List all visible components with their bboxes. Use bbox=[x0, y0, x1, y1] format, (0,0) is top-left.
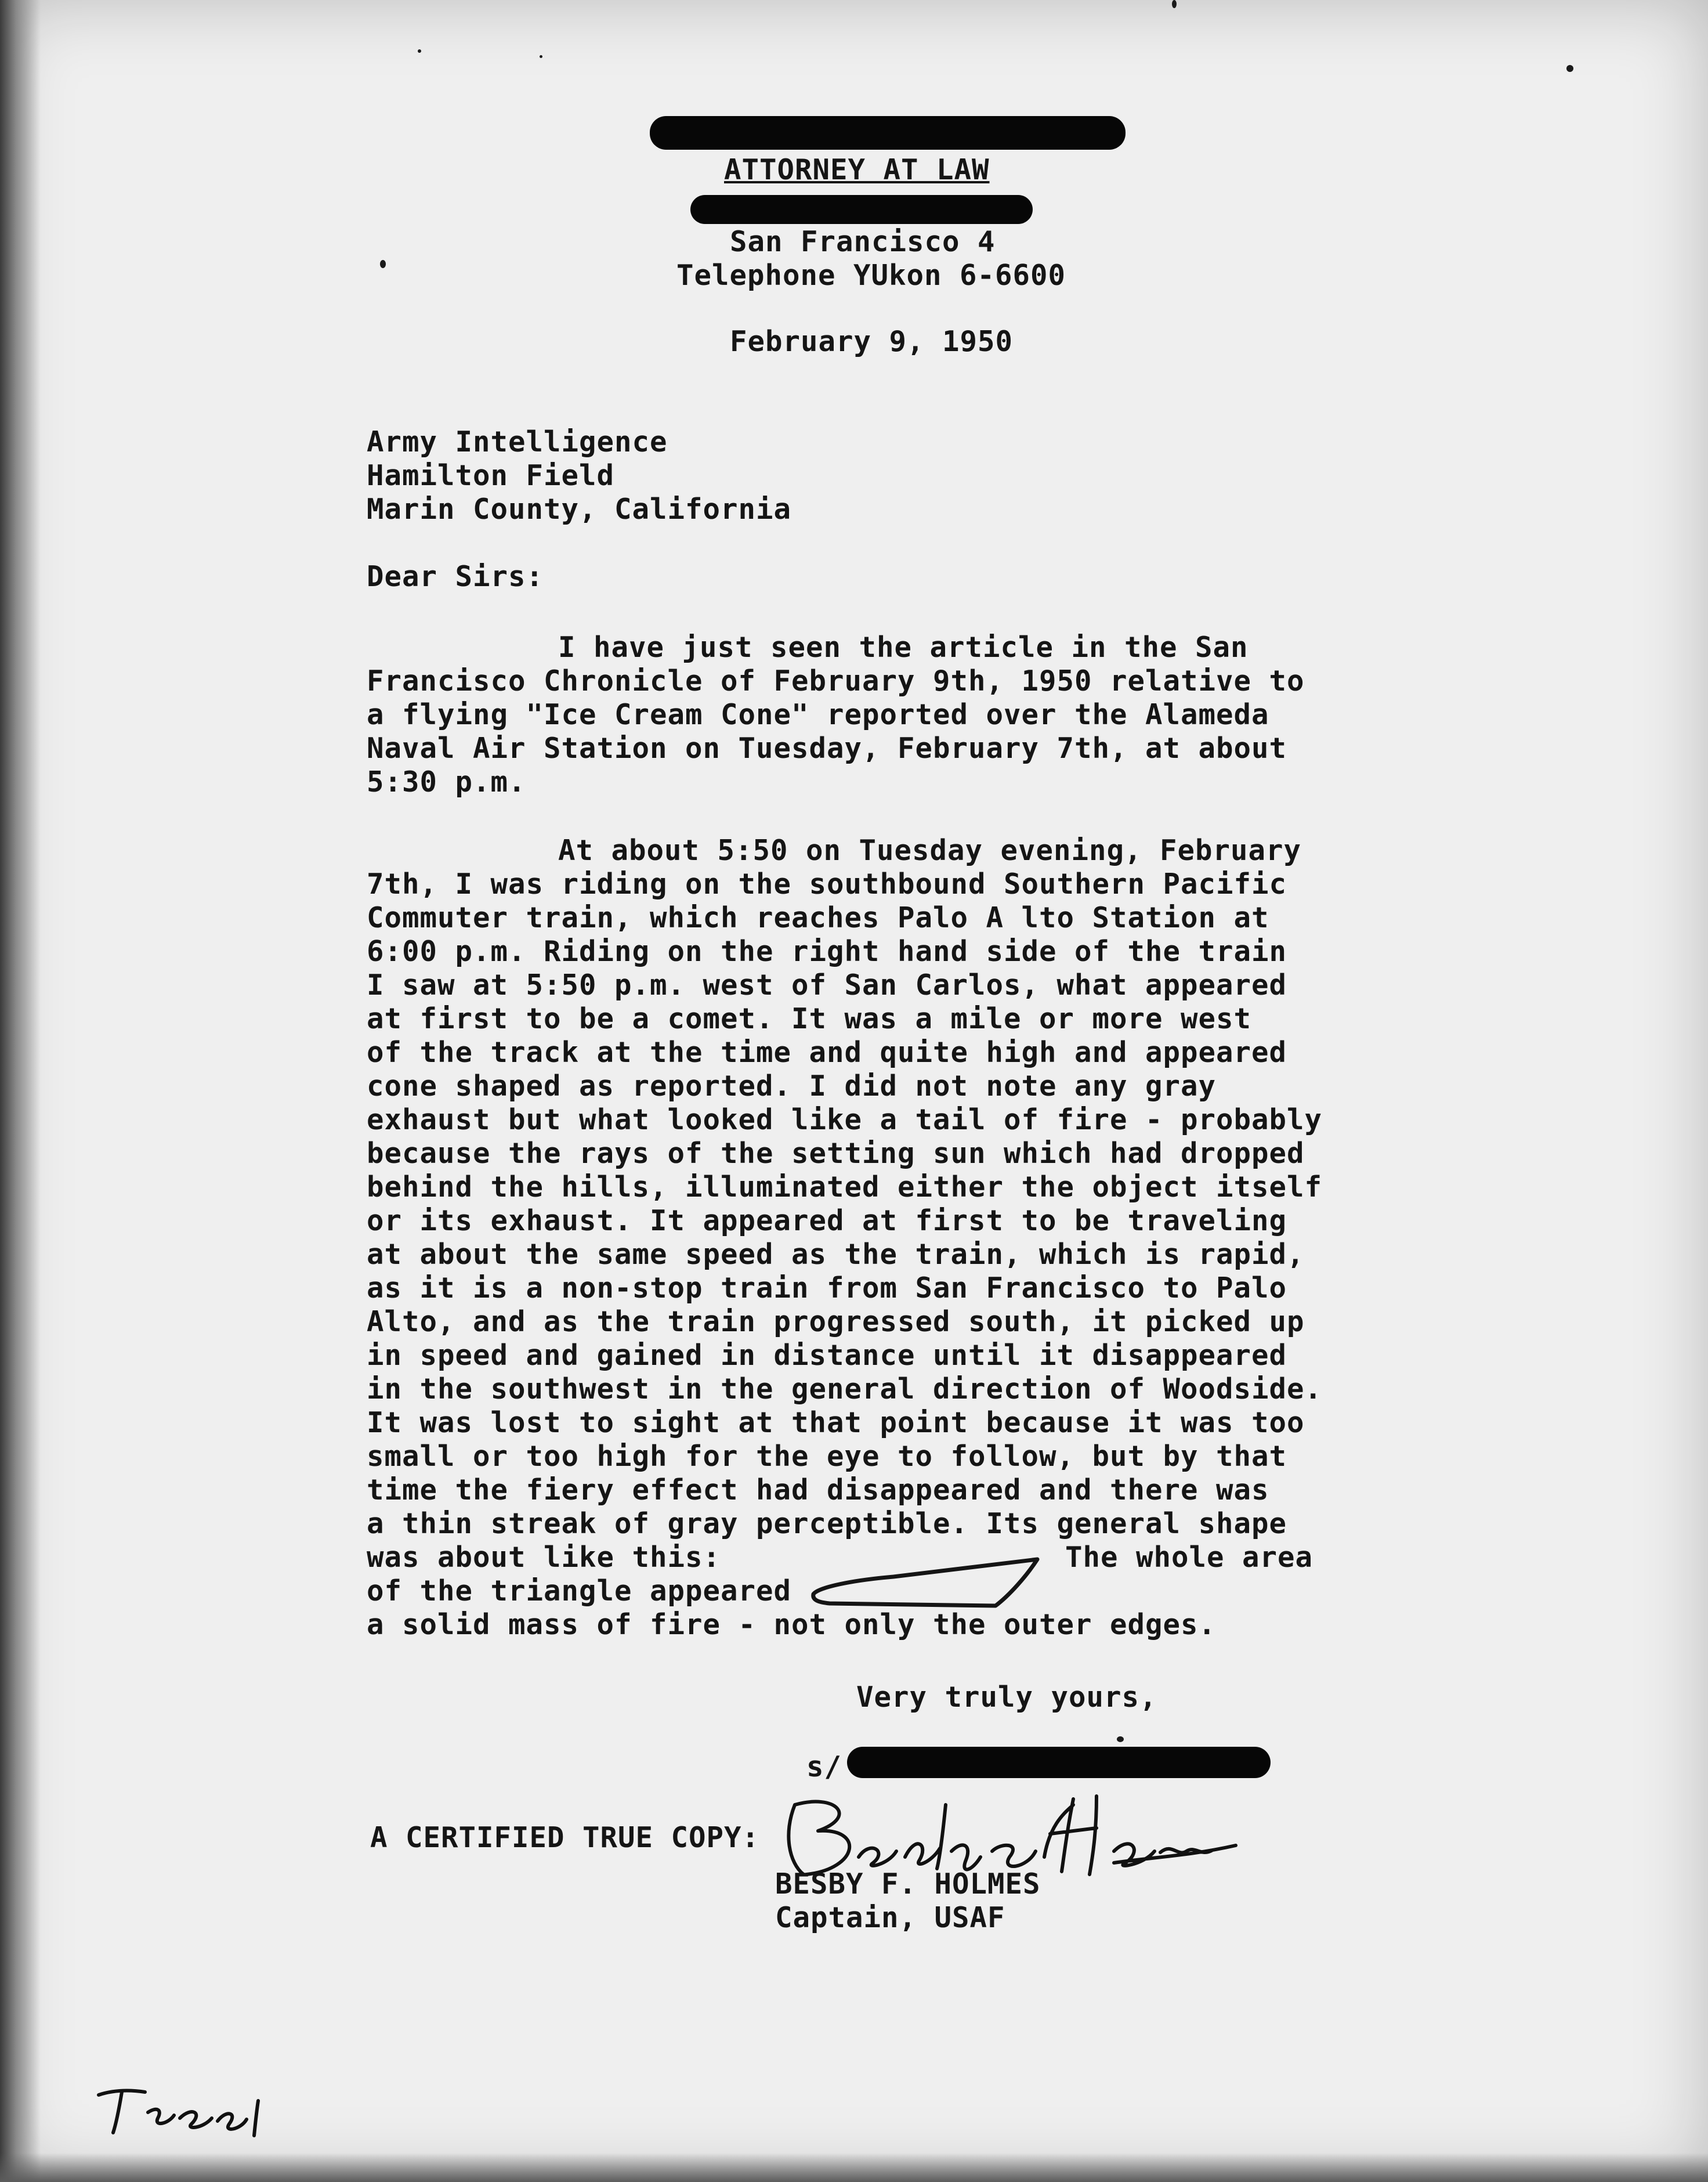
paragraph-line: at about the same speed as the train, which is rapid, bbox=[367, 1238, 1305, 1271]
scan-speck bbox=[1566, 65, 1573, 72]
paragraph-line: Naval Air Station on Tuesday, February 7th, at about bbox=[367, 732, 1287, 765]
shape-line-right-1: The whole area bbox=[1065, 1541, 1313, 1574]
paragraph-line: Commuter train, which reaches Palo A lto Station at bbox=[367, 901, 1269, 934]
paragraph-line: At about 5:50 on Tuesday evening, February bbox=[558, 834, 1302, 867]
shape-line-last: a solid mass of fire - not only the outer edges. bbox=[367, 1608, 1217, 1641]
certifier-rank: Captain, USAF bbox=[775, 1901, 1005, 1934]
paragraph-line: in the southwest in the general direction of Woodside. bbox=[367, 1372, 1323, 1406]
scan-speck bbox=[1117, 1736, 1124, 1742]
paragraph-line: It was lost to sight at that point because it was too bbox=[367, 1406, 1305, 1439]
redaction-bar bbox=[690, 195, 1033, 224]
recipient-line-3: Marin County, California bbox=[367, 493, 792, 526]
paragraph-line: a flying "Ice Cream Cone" reported over the Alameda bbox=[367, 698, 1269, 731]
paragraph-line: 5:30 p.m. bbox=[367, 765, 526, 799]
scan-speck bbox=[1172, 0, 1177, 8]
paragraph-line: a thin streak of gray perceptible. Its general shape bbox=[367, 1507, 1287, 1540]
triangle-sketch bbox=[806, 1547, 1050, 1616]
paragraph-line: 6:00 p.m. Riding on the right hand side of the train bbox=[367, 935, 1287, 968]
redaction-bar bbox=[847, 1747, 1271, 1778]
letterhead-telephone: Telephone YUkon 6-6600 bbox=[676, 259, 1066, 292]
paragraph-line: Francisco Chronicle of February 9th, 1950 relative to bbox=[367, 664, 1305, 698]
letter-date: February 9, 1950 bbox=[730, 325, 1014, 358]
redaction-bar bbox=[650, 116, 1126, 150]
paragraph-line: I have just seen the article in the San bbox=[558, 631, 1249, 664]
paragraph-line: at first to be a comet. It was a mile or more west bbox=[367, 1002, 1252, 1035]
scan-bottom-edge bbox=[0, 2153, 1708, 2182]
certifier-name: BESBY F. HOLMES bbox=[775, 1867, 1041, 1901]
shape-line-left-1: was about like this: bbox=[367, 1541, 721, 1574]
paragraph-line: because the rays of the setting sun which had dropped bbox=[367, 1137, 1305, 1170]
paragraph-line: or its exhaust. It appeared at first to be traveling bbox=[367, 1204, 1287, 1237]
paragraph-line: cone shaped as reported. I did not note any gray bbox=[367, 1070, 1217, 1103]
closing: Very truly yours, bbox=[856, 1681, 1157, 1714]
paragraph-line: as it is a non-stop train from San Francisco to Palo bbox=[367, 1271, 1287, 1305]
scan-speck bbox=[380, 260, 386, 268]
paragraph-line: of the track at the time and quite high and appeared bbox=[367, 1036, 1287, 1069]
scan-left-edge bbox=[0, 0, 41, 2182]
paragraph-line: behind the hills, illuminated either the object itself bbox=[367, 1171, 1323, 1204]
paragraph-line: in speed and gained in distance until it disappeared bbox=[367, 1339, 1287, 1372]
letterhead-city: San Francisco 4 bbox=[730, 225, 996, 258]
certified-label: A CERTIFIED TRUE COPY: bbox=[370, 1821, 760, 1854]
paragraph-line: 7th, I was riding on the southbound Southern Pacific bbox=[367, 868, 1287, 901]
recipient-line-1: Army Intelligence bbox=[367, 425, 668, 458]
handwritten-margin-note bbox=[93, 2078, 278, 2141]
recipient-line-2: Hamilton Field bbox=[367, 459, 615, 492]
paragraph-line: I saw at 5:50 p.m. west of San Carlos, what appeared bbox=[367, 969, 1287, 1002]
shape-line-left-2: of the triangle appeared bbox=[367, 1574, 792, 1607]
scan-speck bbox=[540, 55, 542, 58]
paragraph-line: small or too high for the eye to follow, but by that bbox=[367, 1440, 1287, 1473]
paragraph-line: Alto, and as the train progressed south, it picked up bbox=[367, 1305, 1305, 1338]
salutation: Dear Sirs: bbox=[367, 560, 544, 593]
signature-prefix: s/ bbox=[806, 1750, 842, 1783]
scan-speck bbox=[418, 49, 421, 53]
letterhead-title: ATTORNEY AT LAW bbox=[724, 153, 990, 186]
paragraph-line: exhaust but what looked like a tail of fire - probably bbox=[367, 1103, 1323, 1136]
paragraph-line: time the fiery effect had disappeared and there was bbox=[367, 1473, 1269, 1507]
